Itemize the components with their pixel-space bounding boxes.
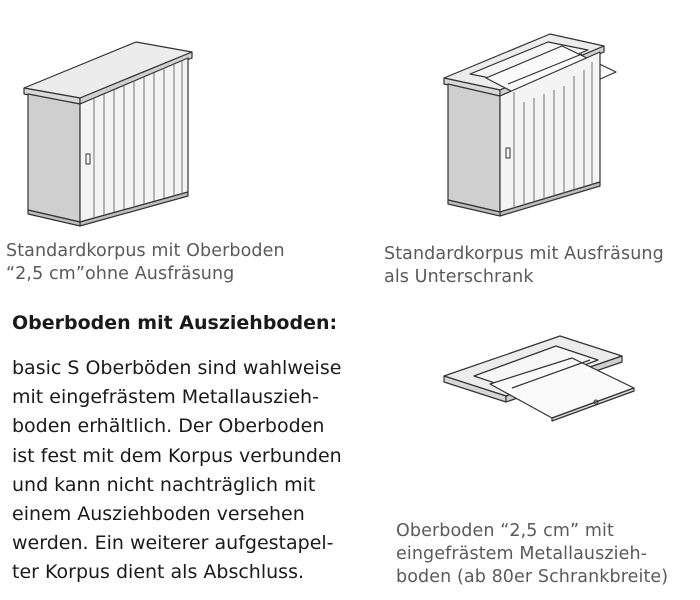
cabinet-plain-top-illustration bbox=[20, 30, 200, 230]
section-body bbox=[12, 354, 342, 588]
body-line: ist fest mit dem Korpus verbunden bbox=[12, 444, 342, 467]
caption-top-pullout bbox=[396, 520, 668, 589]
caption-line: Standardkorpus mit Ausfräsung bbox=[384, 244, 664, 264]
caption-line: Oberboden “2,5 cm” mit bbox=[396, 521, 614, 541]
body-line: werden. Ein weiterer aufgestapel- bbox=[12, 532, 334, 555]
caption-standard-milled bbox=[384, 243, 664, 289]
caption-line: eingefrästem Metallauszieh- bbox=[396, 544, 648, 564]
caption-line: Standardkorpus mit Oberboden bbox=[6, 241, 285, 261]
body-line: ter Korpus dient als Abschluss. bbox=[12, 561, 305, 584]
body-line: basic S Oberböden sind wahlweise bbox=[12, 357, 342, 379]
caption-line: als Unterschrank bbox=[384, 267, 534, 287]
caption-standard-top bbox=[6, 240, 285, 286]
caption-line: “2,5 cm”ohne Ausfräsung bbox=[6, 264, 235, 284]
body-line: einem Ausziehboden versehen bbox=[12, 503, 305, 526]
section-heading: Oberboden mit Ausziehboden: bbox=[12, 312, 338, 334]
cabinet-milled-top-illustration bbox=[440, 10, 620, 230]
body-line: boden erhältlich. Der Oberboden bbox=[12, 415, 325, 438]
caption-line: boden (ab 80er Schrankbreite) bbox=[396, 567, 669, 587]
body-line: und kann nicht nachträglich mit bbox=[12, 473, 316, 496]
body-line: mit eingefrästem Metallauszieh- bbox=[12, 386, 319, 409]
top-with-pullout-shelf-illustration bbox=[440, 318, 640, 438]
